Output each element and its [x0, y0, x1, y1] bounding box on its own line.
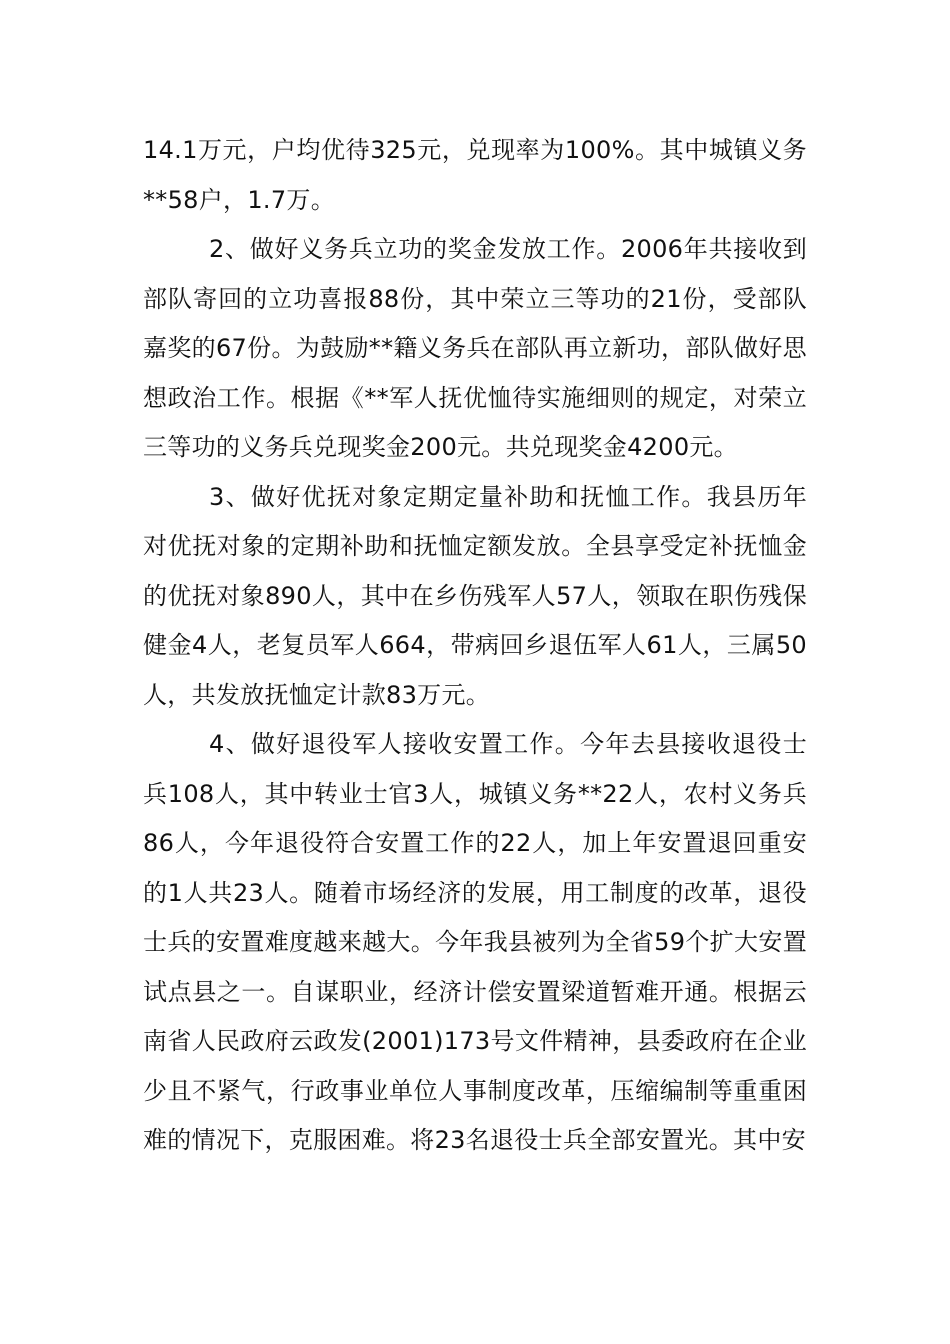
- paragraph-item-2: 2、做好义务兵立功的奖金发放工作。2006年共接收到部队寄回的立功喜报88份，其中荣立三等功的21份，受部队嘉奖的67份。为鼓励**籍义务兵在部队再立新功，部队做好思想政治工作。根据《**军人抚优恤待实施细则的规定，对荣立三等功的义务兵兑现奖金200元。共兑现奖金4200元。: [143, 235, 807, 461]
- paragraph-continuation: 14.1万元，户均优待325元，兑现率为100%。其中城镇义务**58户，1.7万。: [143, 136, 807, 214]
- document-body: [143, 126, 807, 1166]
- paragraph-item-3: 3、做好优抚对象定期定量补助和抚恤工作。我县历年对优抚对象的定期补助和抚恤定额发放。全县享受定补抚恤金的优抚对象890人，其中在乡伤残军人57人，领取在职伤残保健金4人，老复员军人664，带病回乡退伍军人61人，三属50人，共发放抚恤定计款83万元。: [143, 482, 807, 709]
- paragraph-item-4: 4、做好退役军人接收安置工作。今年去县接收退役士兵108人，其中转业士官3人，城镇义务**22人，农村义务兵86人，今年退役符合安置工作的22人，加上年安置退回重安的1人共23人。随着市场经济的发展，用工制度的改革，退役士兵的安置难度越来越大。今年我县被列为全省59个扩大安置试点县之一。自谋职业，经济计偿安置梁道暂难开通。根据云南省人民政府云政发(2001)173号文件精神，县委政府在企业少且不紧气，行政事业单位人事制度改革，压缩编制等重重困难的情况下，克服困难。将23名退役士兵全部安置光。其中安: [143, 730, 807, 1154]
